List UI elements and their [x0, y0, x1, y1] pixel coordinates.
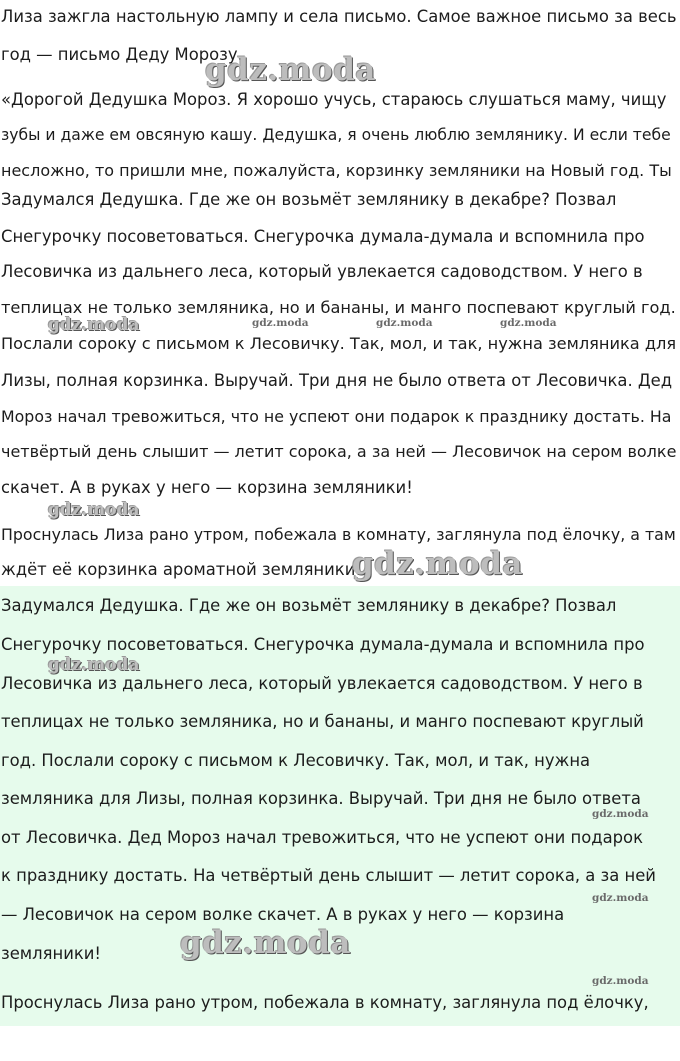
- watermark-logo: gdz.moda: [48, 315, 140, 335]
- text-line: Снегурочку посоветоваться. Снегурочка думала-думала и вспомнила про: [1, 635, 645, 654]
- text-line: Лесовичка из дальнего леса, который увлекается садоводством. У него в: [1, 262, 643, 281]
- text-line: — Лесовичок на сером волке скачет. А в руках у него — корзина: [1, 905, 565, 924]
- text-line: Проснулась Лиза рано утром, побежала в комнату, заглянула под ёлочку,: [1, 993, 649, 1012]
- text-line: Проснулась Лиза рано утром, побежала в комнату, заглянула под ёлочку, а там: [1, 525, 676, 544]
- watermark-logo: gdz.moda: [252, 317, 309, 329]
- text-line: скачет. А в руках у него — корзина земляники!: [1, 478, 413, 497]
- watermark-logo: gdz.moda: [352, 546, 523, 582]
- text-line: Лиза зажгла настольную лампу и села письмо. Самое важное письмо за весь: [1, 7, 677, 26]
- text-line: земляники!: [1, 944, 101, 963]
- text-line: Послали сороку с письмом к Лесовичку. Так, мол, и так, нужна земляника для: [1, 334, 677, 353]
- text-line: год. Послали сороку с письмом к Лесовичку. Так, мол, и так, нужна: [1, 751, 591, 770]
- text-line: к празднику достать. На четвёртый день слышит — летит сорока, а за ней: [1, 866, 656, 885]
- watermark-logo: gdz.moda: [48, 655, 140, 675]
- watermark-logo: gdz.moda: [205, 52, 376, 88]
- text-line: Снегурочку посоветоваться. Снегурочка думала-думала и вспомнила про: [1, 227, 645, 246]
- text-line: Мороз начал тревожиться, что не успеют они подарок к празднику достать. На: [1, 407, 672, 426]
- text-line: теплицах не только земляника, но и бананы, и манго поспевают круглый: [1, 712, 644, 731]
- text-line: от Лесовичка. Дед Мороз начал тревожиться, что не успеют они подарок: [1, 828, 643, 847]
- text-line: зубы и даже ем овсяную кашу. Дедушка, я очень люблю землянику. И если тебе: [1, 126, 671, 144]
- text-line: четвёртый день слышит — летит сорока, а за ней — Лесовичок на сером волке: [1, 442, 677, 461]
- text-line: ждёт её корзинка ароматной земляники!: [1, 560, 362, 579]
- text-line: несложно, то пришли мне, пожалуйста, корзинку земляники на Новый год. Ты: [1, 161, 672, 180]
- watermark-logo: gdz.moda: [48, 500, 140, 520]
- text-line: Лизы, полная корзинка. Выручай. Три дня не было ответа от Лесовичка. Дед: [1, 371, 673, 390]
- watermark-logo: gdz.moda: [180, 925, 351, 961]
- text-line: год — письмо Деду Морозу.: [1, 45, 243, 64]
- watermark-logo: gdz.moda: [592, 808, 649, 820]
- text-line: теплицах не только земляника, но и бананы, и манго поспевают круглый год.: [1, 298, 676, 317]
- watermark-logo: gdz.moda: [376, 317, 433, 329]
- text-line: земляника для Лизы, полная корзинка. Выручай. Три дня не было ответа: [1, 789, 641, 808]
- watermark-logo: gdz.moda: [592, 892, 649, 904]
- watermark-logo: gdz.moda: [500, 317, 557, 329]
- text-line: «Дорогой Дедушка Мороз. Я хорошо учусь, стараюсь слушаться маму, чищу: [1, 90, 667, 109]
- watermark-logo: gdz.moda: [592, 975, 649, 987]
- text-line: Лесовичка из дальнего леса, который увлекается садоводством. У него в: [1, 674, 643, 693]
- text-line: Задумался Дедушка. Где же он возьмёт землянику в декабре? Позвал: [1, 596, 617, 615]
- text-line: Задумался Дедушка. Где же он возьмёт землянику в декабре? Позвал: [1, 190, 617, 209]
